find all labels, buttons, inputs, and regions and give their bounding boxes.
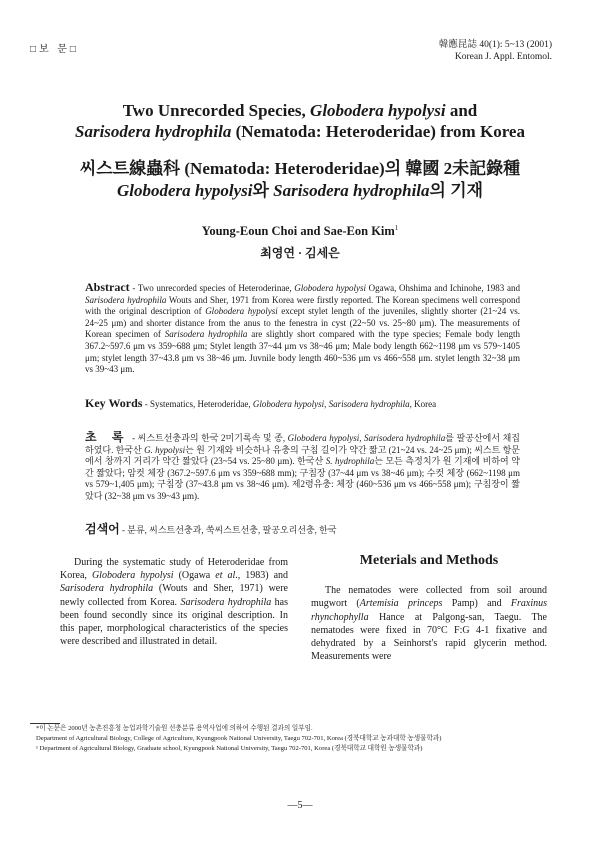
korean-abstract: 초 록 - 씨스트선충과의 한국 2미기록속 및 종, Globodera hypolysi, Sarisodera hydrophila를 팔공산에서 채집하였다. 한국산 G. hypolysi는 원 기재와 비슷하나 유충의 구침 길이가 약간 짧고 (21~24 vs. 24~25 μm); 씨스트 항문에서 창까지 거리가 약간 짧았다 (23~54 vs. 25~80 μm). 한국산 S. hydrophila는 모든 측정치가 원 기재에 비하여 약간 짧았다; 암컷 체장 (367.2~597.6 μm vs 359~688 mm); 구침장 (37~44 μm vs 38~46 μm); 수컷 체장 (662~1198 μm vs 579~1,405 μm); 구침장 (37~43.8 μm vs 38~46 μm). 제2령유충: 체장 (460~536 μm vs 466~558 μm); 구침장이 짧았다 (32~38 μm vs 39~43 μm). [85, 430, 521, 501]
abstract-label: Abstract [85, 280, 130, 294]
journal-citation [439, 39, 552, 63]
title-korean-line1: 씨스트線蟲科 (Nematoda: Heteroderidae)의 韓國 2未記錄種 [79, 159, 521, 178]
authors-korean: 최영연 · 김세은 [260, 246, 340, 260]
volume-pages: 40(1): 5~13 (2001) [479, 40, 552, 50]
title-korean [40, 158, 560, 202]
title-korean-line2: Globodera hypolysi와 Sarisodera hydrophila의 기재 [116, 181, 484, 200]
title-english: Two Unrecorded Species, Globodera hypolysi and Sarisodera hydrophila (Nematoda: Heteroderidae) from Korea [75, 101, 525, 141]
korean-keywords: 검색어 - 분류, 씨스트선충과, 쑥씨스트선충, 팔공오리선충, 한국 [85, 522, 337, 536]
keywords: Key Words - Systematics, Heteroderidae, Globodera hypolysi, Sarisodera hydrophila, Korea [85, 396, 437, 410]
footnote-funding: *이 논문은 2000년 농촌진흥청 농업과학기술원 선충분류 용역사업에 의하여 수행된 결과의 일부임. [36, 725, 313, 732]
introduction-column [60, 556, 288, 648]
methods-paragraph: The nematodes were collected from soil around mugwort (Artemisia princeps Pamp) and Fraxinus rhynchophylla Hance at Palgong-san, Taegu. The nematodes were fixed in 70°C F:G 4-1 fixative and dehydrated by a Seinhorst's rapid glycerin method. Measurements were [311, 585, 547, 663]
footnote-affiliation-2: ¹ Department of Agricultural Biology, Graduate school, Kyungpook National University, Taegu 702-701, Korea (경북대학교 대학원 농생물학과) [36, 745, 423, 752]
footnotes [36, 724, 576, 754]
keywords-label: Key Words [85, 396, 143, 410]
footnote-affiliation-1: Department of Agricultural Biology, College of Agriculture, Kyungpook National University, Taegu 702-701, Korea (경북대학교 농과대학 농생물학과) [36, 735, 442, 742]
journal-name-en: Korean J. Appl. Entomol. [454, 52, 552, 62]
article-type-label: □보 문□ [30, 44, 79, 55]
methods-heading: Meterials and Methods [359, 553, 499, 568]
korean-keywords-label: 검색어 [85, 522, 120, 536]
introduction-paragraph: During the systematic study of Heteroderidae from Korea, Globodera hypolysi (Ogawa et al., 1983) and Sarisodera hydrophila (Wouts and Sher, 1971) were newly collected from Korea. Sarisodera hydrophila has been found secondly since its original description. In this paper, morphological characteristics of the species were described and illustrated in detail. [60, 557, 289, 648]
journal-name-ko: 韓應昆誌 [438, 40, 477, 50]
korean-abstract-label: 초 록 [85, 430, 130, 444]
methods-column [311, 554, 547, 663]
authors-english: Young-Eoun Choi and Sae-Eon Kim$^1$ [201, 224, 399, 239]
abstract: Abstract - Two unrecorded species of Heteroderinae, Globodera hypolysi Ogawa, Ohshima and Ichinohe, 1983 and Sarisodera hydrophila Wouts and Sher, 1971 from Korea were firstly reported. The Korean specimens well correspond with the original description of Globodera hypolysi except stylet length of the juveniles, slightly shorter (21~24 vs. 24~25 μm) and shorter distance from the anus to the fenestra in cyst (22~50 vs. 25~80 μm). The measurements of Korean specimen of Sarisodera hydrophila are slightly short compared with the type species; Female body length 367.2~597.6 μm vs 359~688 μm; Stylet length 37~44 μm vs 38~46 μm; Male body length 662~1198 μm vs 579~1405 μm; stylet length 37~43.8 μm vs 38~46 μm. Juvnile body length 460~536 μm vs 466~558 μm. stylet length 32~38 μm vs 39~43 μm. [85, 280, 520, 375]
page-number: —5— [287, 800, 313, 811]
